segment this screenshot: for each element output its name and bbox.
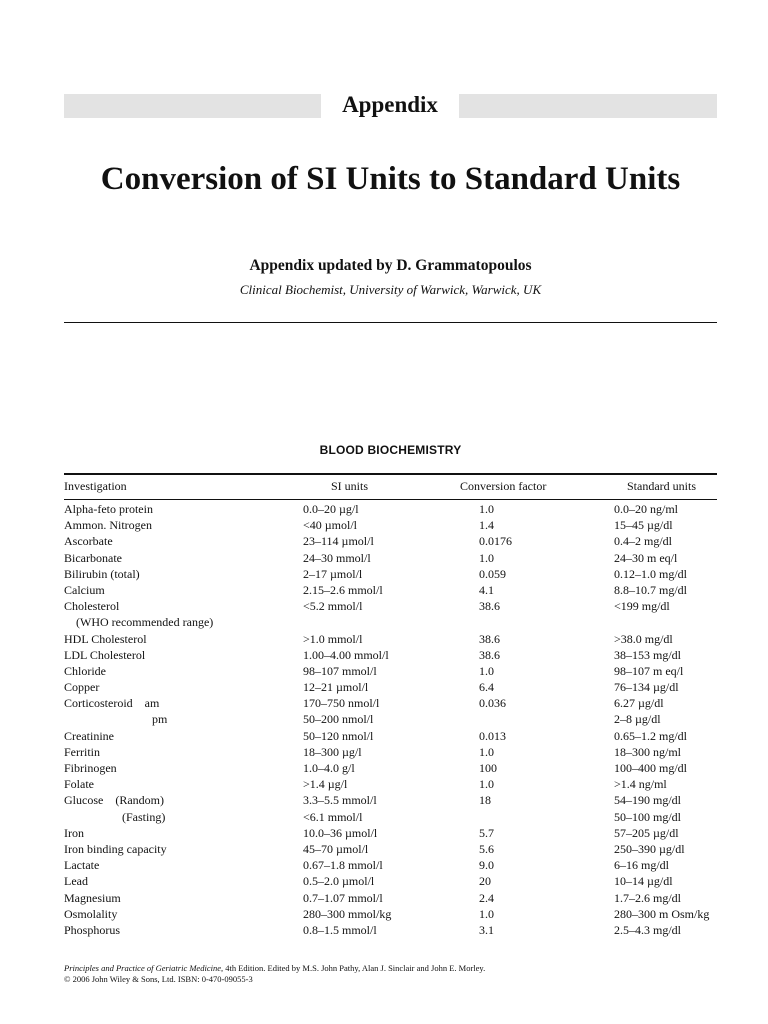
cell-si-units: 12–21 µmol/l (303, 680, 369, 695)
cell-investigation: Folate (64, 777, 94, 792)
cell-conversion-factor: 1.0 (479, 663, 494, 678)
cell-si-units: 23–114 µmol/l (303, 534, 374, 549)
cell-si-units: <5.2 mmol/l (303, 599, 363, 614)
table-row (0, 647, 768, 663)
table-header-rule (64, 499, 717, 500)
cell-si-units: 0.5–2.0 µmol/l (303, 874, 375, 889)
table-row (0, 679, 768, 695)
cell-investigation: Ammon. Nitrogen (64, 518, 152, 533)
table-row (0, 695, 768, 711)
table-row (0, 582, 768, 598)
cell-investigation: Alpha-feto protein (64, 502, 153, 516)
cell-standard-units: 76–134 µg/dl (614, 680, 679, 695)
cell-si-units: 280–300 mmol/kg (303, 906, 392, 921)
conversion-table (0, 501, 768, 938)
cell-investigation: Glucose (Random) (64, 793, 164, 808)
cell-conversion-factor: 38.6 (479, 647, 500, 662)
cell-standard-units: >1.4 ng/ml (614, 777, 667, 792)
cell-conversion-factor: 38.6 (479, 631, 500, 646)
cell-conversion-factor: 38.6 (479, 599, 500, 614)
cell-conversion-factor: 6.4 (479, 680, 494, 695)
cell-investigation: Ferritin (64, 744, 100, 759)
cell-si-units: 18–300 µg/l (303, 744, 362, 759)
table-row (0, 501, 768, 517)
cell-si-units: 50–200 nmol/l (303, 712, 374, 727)
cell-conversion-factor: 0.013 (479, 728, 506, 743)
cell-conversion-factor: 1.4 (479, 518, 494, 533)
table-header-row (0, 477, 768, 495)
cell-standard-units: >38.0 mg/dl (614, 631, 673, 646)
table-row (0, 566, 768, 582)
cell-conversion-factor: 0.059 (479, 566, 506, 581)
cell-investigation: Osmolality (64, 906, 118, 921)
table-row (0, 792, 768, 808)
cell-standard-units: 18–300 ng/ml (614, 744, 682, 759)
table-row (0, 550, 768, 566)
cell-si-units: 24–30 mmol/l (303, 550, 371, 565)
column-header-si-units: SI units (331, 479, 369, 493)
cell-conversion-factor: 3.1 (479, 922, 494, 937)
cell-standard-units: 0.4–2 mg/dl (614, 534, 673, 549)
cell-si-units: 10.0–36 µmol/l (303, 825, 378, 840)
cell-conversion-factor: 100 (479, 761, 497, 775)
table-row (0, 663, 768, 679)
section-heading: BLOOD BIOCHEMISTRY (319, 443, 462, 457)
cell-si-units: <6.1 mmol/l (303, 809, 363, 824)
cell-si-units: 3.3–5.5 mmol/l (303, 793, 377, 808)
cell-investigation: Chloride (64, 663, 106, 678)
table-top-rule (64, 473, 717, 475)
cell-investigation: (Fasting) (122, 809, 166, 824)
cell-investigation: Copper (64, 680, 100, 695)
cell-investigation: Iron (64, 825, 84, 840)
cell-standard-units: <199 mg/dl (614, 599, 670, 614)
cell-conversion-factor: 1.0 (479, 744, 494, 759)
cell-investigation: Corticosteroid am (64, 696, 160, 711)
cell-si-units: 98–107 mmol/l (303, 663, 377, 678)
cell-investigation: Cholesterol (64, 599, 120, 614)
column-header-standard-units: Standard units (627, 479, 696, 493)
cell-conversion-factor: 18 (479, 793, 491, 808)
cell-conversion-factor: 1.0 (479, 550, 494, 565)
cell-investigation: Ascorbate (64, 534, 113, 549)
column-header-investigation: Investigation (64, 479, 127, 493)
cell-investigation: Magnesium (64, 890, 121, 905)
cell-standard-units: 57–205 µg/dl (614, 825, 679, 840)
cell-si-units: 45–70 µmol/l (303, 841, 369, 856)
table-row (0, 922, 768, 938)
table-row (0, 760, 768, 776)
cell-conversion-factor: 2.4 (479, 890, 494, 905)
column-header-conversion-factor: Conversion factor (460, 479, 547, 493)
cell-standard-units: 0.12–1.0 mg/dl (614, 566, 688, 581)
cell-conversion-factor: 5.7 (479, 825, 494, 840)
table-row (0, 533, 768, 549)
table-row (0, 825, 768, 841)
cell-conversion-factor: 1.0 (479, 906, 494, 921)
banner-bar-right (459, 94, 717, 118)
table-row (0, 906, 768, 922)
cell-conversion-factor: 5.6 (479, 841, 494, 856)
cell-standard-units: 6–16 mg/dl (614, 858, 670, 873)
cell-investigation: (WHO recommended range) (76, 615, 214, 630)
table-row (0, 776, 768, 792)
cell-si-units: 2–17 µmol/l (303, 566, 363, 581)
cell-si-units: 50–120 nmol/l (303, 728, 374, 743)
table-row (0, 598, 768, 614)
table-row (0, 857, 768, 873)
cell-conversion-factor: 1.0 (479, 777, 494, 792)
table-row (0, 809, 768, 825)
cell-standard-units: 0.0–20 ng/ml (614, 502, 679, 516)
cell-si-units: <40 µmol/l (303, 518, 358, 533)
footer-edition: , 4th Edition. Edited by M.S. John Pathy, Alan J. Sinclair and John E. Morley. (220, 963, 486, 973)
cell-si-units: 1.00–4.00 mmol/l (303, 647, 389, 662)
cell-si-units: 2.15–2.6 mmol/l (303, 582, 383, 597)
table-row (0, 517, 768, 533)
cell-standard-units: 6.27 µg/dl (614, 696, 664, 711)
cell-standard-units: 2.5–4.3 mg/dl (614, 922, 682, 937)
cell-standard-units: 250–390 µg/dl (614, 841, 685, 856)
cell-investigation: Fibrinogen (64, 761, 117, 775)
footer-citation (64, 963, 485, 974)
cell-standard-units: 8.8–10.7 mg/dl (614, 582, 688, 597)
cell-standard-units: 0.65–1.2 mg/dl (614, 728, 688, 743)
cell-investigation: Bicarbonate (64, 550, 122, 565)
table-row (0, 728, 768, 744)
cell-standard-units: 50–100 mg/dl (614, 809, 682, 824)
table-row (0, 873, 768, 889)
cell-conversion-factor: 1.0 (479, 502, 494, 516)
table-row (0, 890, 768, 906)
cell-si-units: 0.67–1.8 mmol/l (303, 858, 383, 873)
cell-standard-units: 54–190 mg/dl (614, 793, 682, 808)
cell-standard-units: 1.7–2.6 mg/dl (614, 890, 682, 905)
cell-conversion-factor: 20 (479, 874, 491, 889)
table-row (0, 614, 768, 630)
cell-si-units: 0.0–20 µg/l (303, 502, 359, 516)
cell-standard-units: 15–45 µg/dl (614, 518, 673, 533)
table-row (0, 631, 768, 647)
cell-conversion-factor: 9.0 (479, 858, 494, 873)
banner-bar-left (64, 94, 321, 118)
cell-investigation: Lactate (64, 858, 100, 873)
cell-si-units: >1.4 µg/l (303, 777, 348, 792)
cell-si-units: >1.0 mmol/l (303, 631, 363, 646)
cell-investigation: Calcium (64, 582, 105, 597)
footer-copyright: © 2006 John Wiley & Sons, Ltd. ISBN: 0-470-09055-3 (64, 974, 253, 984)
cell-conversion-factor: 4.1 (479, 582, 494, 597)
table-row (0, 841, 768, 857)
appendix-banner (64, 94, 717, 118)
footer-book-title: Principles and Practice of Geriatric Medicine (64, 963, 221, 973)
cell-investigation: Iron binding capacity (64, 841, 167, 856)
author-affiliation: Clinical Biochemist, University of Warwick, Warwick, UK (239, 282, 542, 297)
cell-si-units: 170–750 nmol/l (303, 696, 380, 711)
table-row (0, 744, 768, 760)
cell-standard-units: 2–8 µg/dl (614, 712, 661, 727)
cell-standard-units: 10–14 µg/dl (614, 874, 673, 889)
author-line: Appendix updated by D. Grammatopoulos (249, 257, 532, 274)
cell-si-units: 0.8–1.5 mmol/l (303, 922, 377, 937)
cell-investigation: pm (152, 712, 168, 727)
appendix-label: Appendix (342, 92, 438, 117)
cell-si-units: 1.0–4.0 g/l (303, 761, 355, 775)
header-divider (64, 322, 717, 323)
cell-investigation: Bilirubin (total) (64, 566, 140, 581)
cell-investigation: LDL Cholesterol (64, 647, 146, 662)
cell-standard-units: 38–153 mg/dl (614, 647, 682, 662)
cell-standard-units: 280–300 m Osm/kg (614, 906, 710, 921)
cell-standard-units: 100–400 mg/dl (614, 761, 688, 775)
cell-investigation: HDL Cholesterol (64, 631, 147, 646)
page-title: Conversion of SI Units to Standard Units (100, 161, 681, 197)
cell-investigation: Lead (64, 874, 88, 889)
cell-si-units: 0.7–1.07 mmol/l (303, 890, 383, 905)
table-row (0, 711, 768, 727)
page-footer (64, 963, 485, 985)
cell-investigation: Phosphorus (64, 922, 121, 937)
cell-investigation: Creatinine (64, 728, 114, 743)
cell-standard-units: 98–107 m eq/l (614, 663, 684, 678)
cell-conversion-factor: 0.0176 (479, 534, 512, 549)
cell-conversion-factor: 0.036 (479, 696, 506, 711)
cell-standard-units: 24–30 m eq/l (614, 550, 678, 565)
